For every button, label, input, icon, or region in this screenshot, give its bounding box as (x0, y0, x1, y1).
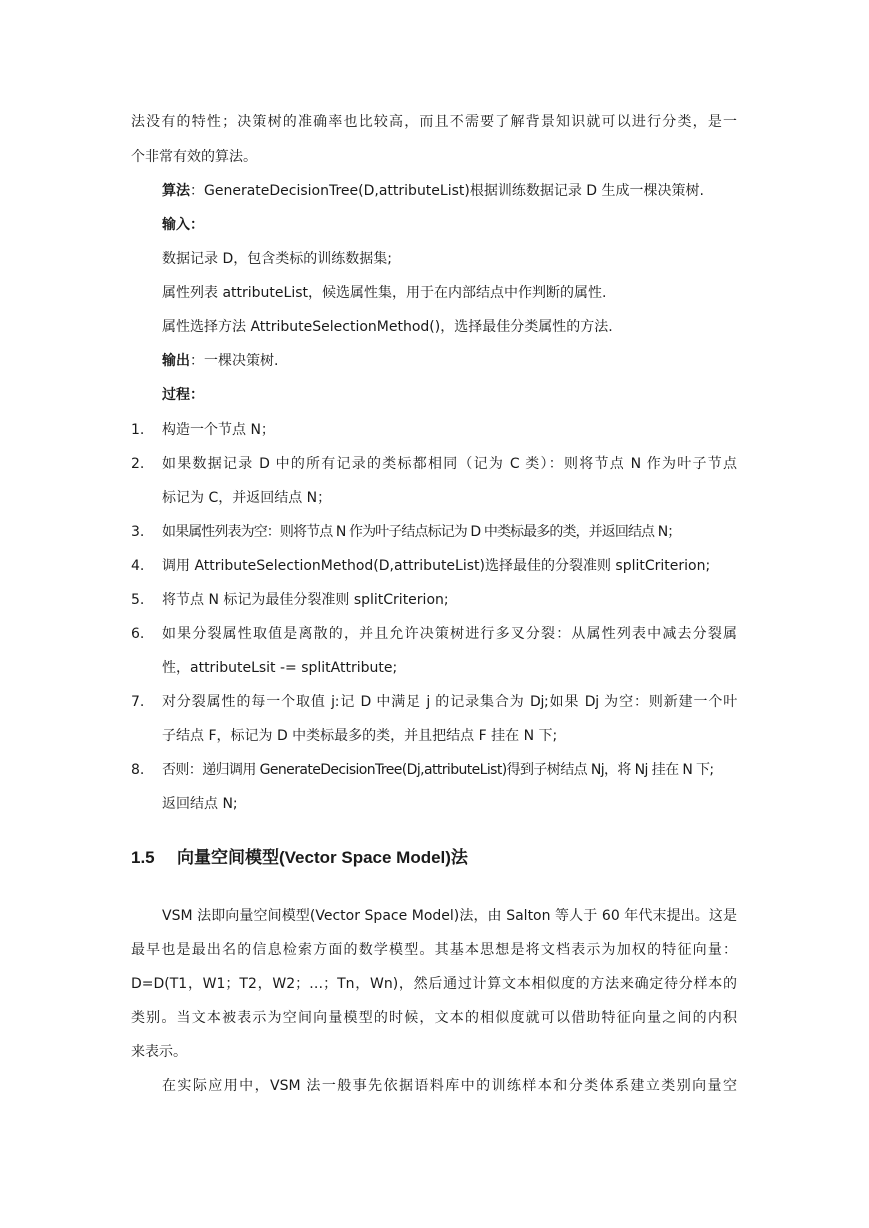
step-text: 如果数据记录 D 中的所有记录的类标都相同（记为 C 类）：则将节点 N 作为叶子节点 (162, 456, 737, 472)
vsm-paragraph-2-line: 在实际应用中，VSM 法一般事先依据语料库中的训练样本和分类体系建立类别向量空 (162, 1078, 737, 1094)
vsm-paragraph-line: VSM 法即向量空间模型(Vector Space Model)法，由 Salton 等人于 60 年代末提出。这是 (162, 908, 737, 924)
process-label: 过程： (162, 387, 204, 403)
output-label: 输出 (162, 353, 190, 369)
section-title: 向量空间模型(Vector Space Model)法 (177, 848, 468, 867)
step-number: 1. (131, 422, 145, 438)
step-text: 对分裂属性的每一个取值 j:记 D 中满足 j 的记录集合为 Dj;如果 Dj 为空：则新建一个叶 (162, 694, 737, 710)
step-text: 子结点 F，标记为 D 中类标最多的类，并且把结点 F 挂在 N 下; (162, 728, 558, 744)
vsm-paragraph-line: 最早也是最出名的信息检索方面的数学模型。其基本思想是将文档表示为加权的特征向量： (131, 942, 737, 958)
section-number: 1.5 (131, 848, 155, 867)
algorithm-text: ：GenerateDecisionTree(D,attributeList)根据训练数据记录 D 生成一棵决策树. (190, 183, 704, 199)
step-text: 性，attributeLsit -= splitAttribute; (162, 660, 398, 676)
input-item: 属性选择方法 AttributeSelectionMethod()，选择最佳分类属性的方法. (162, 319, 613, 335)
step-number: 8. (131, 762, 145, 778)
output-text: ：一棵决策树. (190, 353, 279, 369)
step-text: 返回结点 N; (162, 796, 238, 812)
vsm-paragraph-line: 来表示。 (131, 1044, 187, 1060)
output-line (162, 351, 278, 371)
step-text: 将节点 N 标记为最佳分裂准则 splitCriterion; (162, 592, 449, 608)
step-text: 如果属性列表为空：则将节点 N 作为叶子结点标记为 D 中类标最多的类，并返回结点 N； (162, 524, 681, 540)
input-item: 数据记录 D，包含类标的训练数据集; (162, 251, 392, 267)
step-number: 3. (131, 524, 145, 540)
algorithm-label: 算法 (162, 183, 190, 199)
step-text: 调用 AttributeSelectionMethod(D,attributeList)选择最佳的分裂准则 splitCriterion; (162, 558, 711, 574)
vsm-paragraph-line: D=D(T1，W1；T2，W2；…；Tn，Wn)，然后通过计算文本相似度的方法来确定待分样本的 (131, 976, 737, 992)
intro-line-1: 法没有的特性；决策树的准确率也比较高，而且不需要了解背景知识就可以进行分类，是一 (131, 114, 737, 130)
step-text: 构造一个节点 N； (162, 422, 275, 438)
step-text: 标记为 C，并返回结点 N； (162, 490, 332, 506)
step-number: 2. (131, 456, 145, 472)
step-text: 如果分裂属性取值是离散的，并且允许决策树进行多叉分裂：从属性列表中减去分裂属 (162, 626, 737, 642)
step-text: 否则：递归调用 GenerateDecisionTree(Dj,attributeList)得到子树结点 Nj，将 Nj 挂在 N 下; (162, 762, 714, 778)
vsm-paragraph-line: 类别。当文本被表示为空间向量模型的时候，文本的相似度就可以借助特征向量之间的内积 (131, 1010, 737, 1026)
section-heading (131, 846, 468, 870)
input-label: 输入： (162, 217, 204, 233)
step-number: 7. (131, 694, 145, 710)
input-item: 属性列表 attributeList，候选属性集，用于在内部结点中作判断的属性. (162, 285, 607, 301)
step-number: 4. (131, 558, 145, 574)
algorithm-line (162, 181, 704, 201)
step-number: 5. (131, 592, 145, 608)
step-number: 6. (131, 626, 145, 642)
intro-line-2: 个非常有效的算法。 (131, 149, 257, 165)
